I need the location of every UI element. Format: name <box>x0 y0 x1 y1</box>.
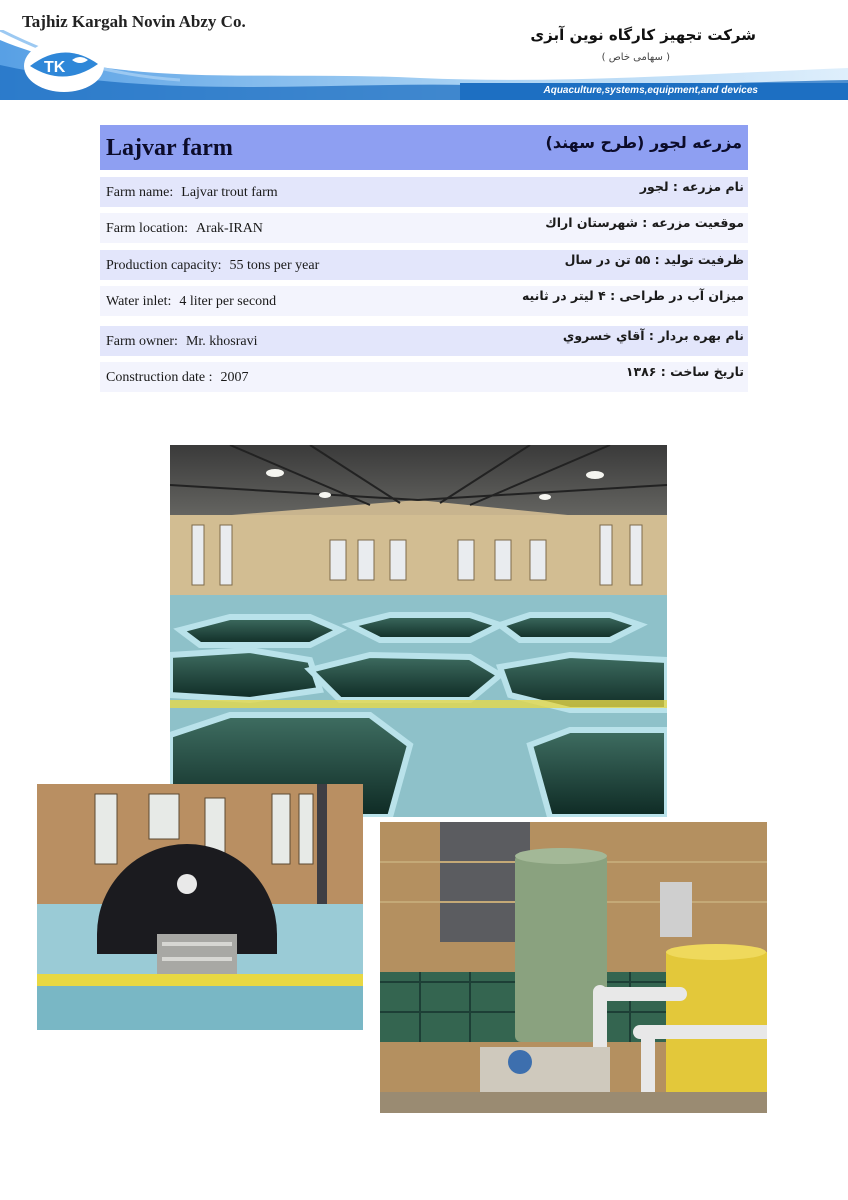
farm-info-table <box>100 125 748 385</box>
farm-location-value: Arak-IRAN <box>196 221 263 236</box>
farm-name-label: Farm name: <box>106 185 174 200</box>
water-inlet-row <box>100 286 748 316</box>
oxygen-cone-tank-photo <box>380 822 767 1113</box>
farm-name-fa: نام مزرعه : لجور <box>639 179 744 194</box>
water-inlet-fa: میزان آب در طراحی : ۴ لیتر در ثانیه <box>521 288 744 303</box>
farm-location-label: Farm location: <box>106 221 189 236</box>
production-capacity-value: 55 tons per year <box>229 258 320 273</box>
farm-name-value: Lajvar trout farm <box>181 185 278 200</box>
farm-title-bar <box>100 125 748 170</box>
company-type-fa: ( سهامی خاص ) <box>601 52 670 63</box>
farm-location-row <box>100 213 748 243</box>
farm-name-row <box>100 177 748 207</box>
farm-title-fa: مزرعه لجور (طرح سهند) <box>545 133 742 152</box>
farm-owner-value: Mr. khosravi <box>185 334 258 349</box>
company-name-en: Tajhiz Kargah Novin Abzy Co. <box>22 12 246 31</box>
svg-text:TK: TK <box>44 59 66 76</box>
tk-fish-logo-icon <box>22 38 106 94</box>
production-capacity-row <box>100 250 748 280</box>
construction-date-row <box>100 362 748 392</box>
farm-owner-label: Farm owner: <box>106 334 178 349</box>
production-capacity-fa: ظرفیت تولید : ۵۵ تن در سال <box>564 252 744 267</box>
farm-location-fa: موقعیت مزرعه : شهرستان اراك <box>545 215 744 230</box>
tagline: Aquaculture,systems,equipment,and devices <box>543 85 758 96</box>
page-header <box>0 0 848 100</box>
water-inlet-value: 4 liter per second <box>179 294 277 309</box>
construction-date-fa: تاریخ ساخت : ۱۳۸۶ <box>625 364 744 379</box>
company-name-fa: شرکت تجهیز کارگاه نوین آبزی <box>530 26 756 44</box>
hatchery-hall-tanks-photo <box>170 445 667 817</box>
farm-owner-row <box>100 326 748 356</box>
production-capacity-label: Production capacity: <box>106 258 222 273</box>
construction-date-label: Construction date : <box>106 370 213 385</box>
water-inlet-label: Water inlet: <box>106 294 172 309</box>
drum-filter-photo <box>37 784 363 1030</box>
construction-date-value: 2007 <box>220 370 249 385</box>
farm-title-en: Lajvar farm <box>106 135 233 161</box>
farm-owner-fa: نام بهره بردار : آقاي خسروي <box>562 328 744 343</box>
